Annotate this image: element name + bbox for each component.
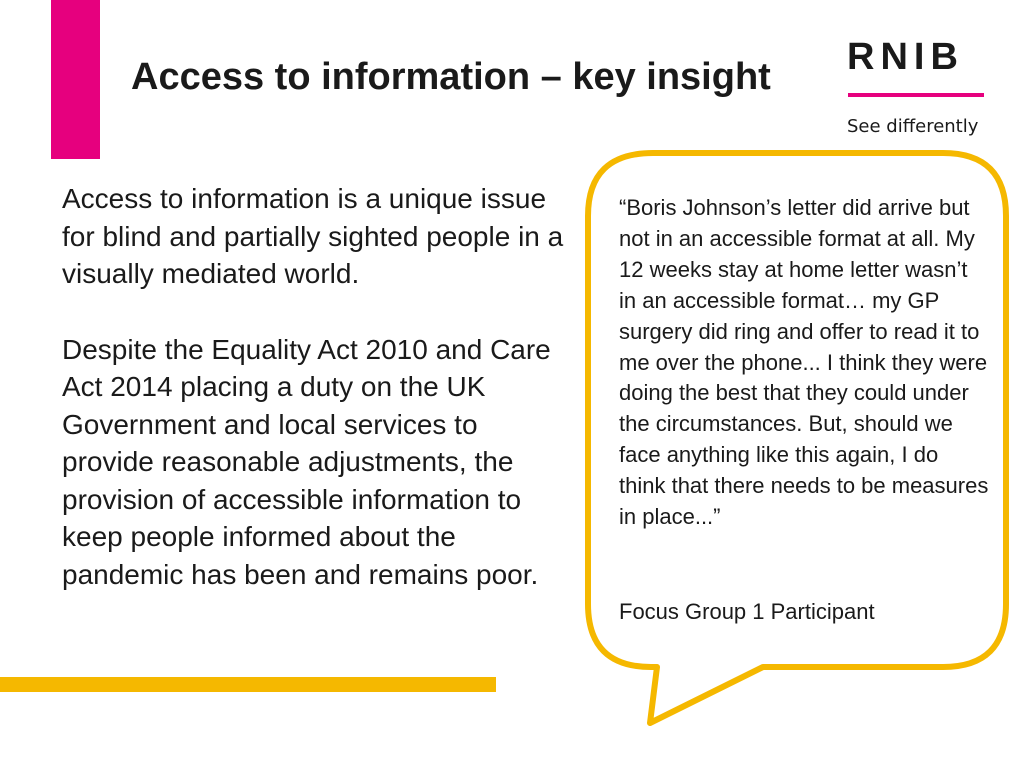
- quote-attribution: Focus Group 1 Participant: [619, 599, 875, 624]
- yellow-footer-bar: [0, 677, 496, 692]
- quote-text: “Boris Johnson’s letter did arrive but not in an accessible format at all. My 12 weeks stay at home letter wasn’t in an accessible format… my GP surgery did ring and offer to read it to me over the phone... I think they were doing the best that they could under the circumstances. But, should we face anything like this again, I do think that there needs to be measures in place...”: [619, 195, 989, 530]
- rnib-logo: [838, 34, 998, 144]
- body-paragraph-2: Despite the Equality Act 2010 and Care Act 2014 placing a duty on the UK Government and local services to provide reasonable adjustments, the provision of accessible information to keep people informed about the pandemic has been and remains poor.: [62, 333, 551, 590]
- slide-title: Access to information – key insight: [131, 56, 771, 98]
- body-paragraph-1: Access to information is a unique issue for blind and partially sighted people in a visually mediated world.: [62, 183, 564, 289]
- rnib-wordmark: RNIB: [847, 36, 964, 78]
- body-text: [62, 180, 572, 631]
- logo-underline: [848, 93, 984, 97]
- magenta-accent-bar: [51, 0, 100, 159]
- logo-tagline: See differently: [847, 116, 979, 137]
